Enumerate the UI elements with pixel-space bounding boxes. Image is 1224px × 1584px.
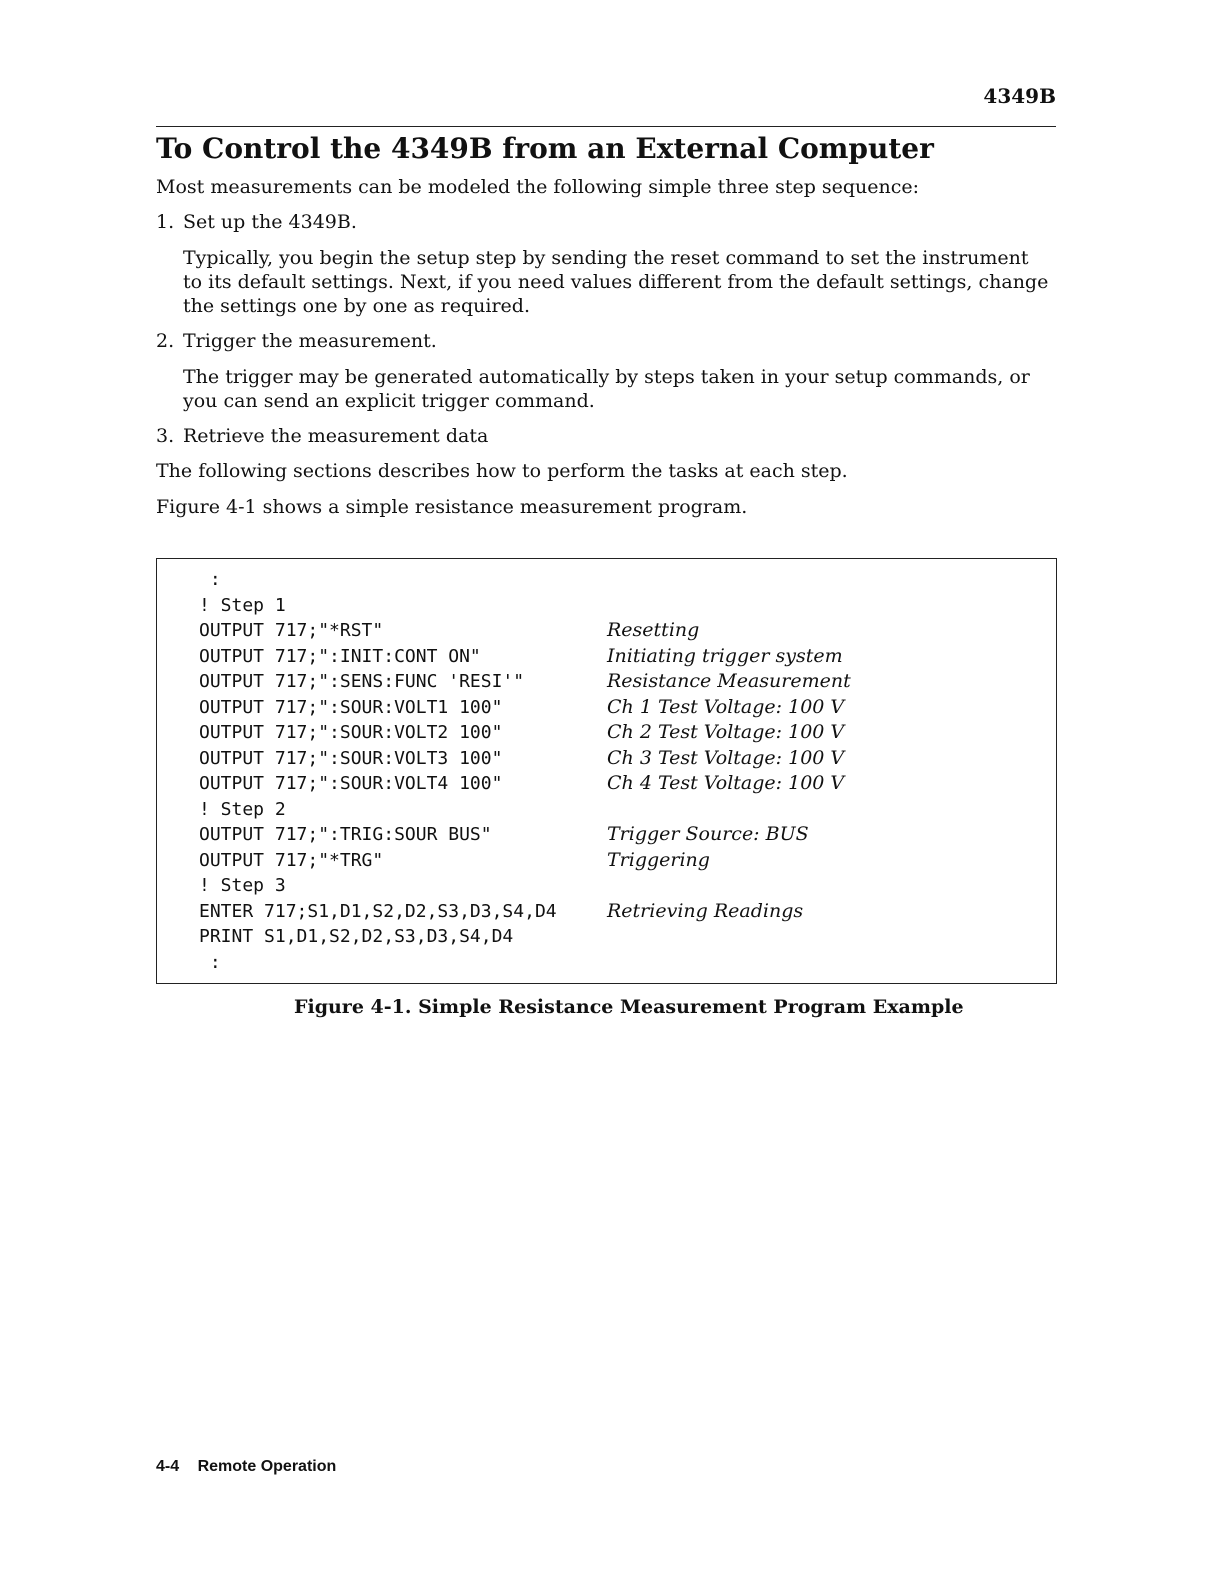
header-divider bbox=[156, 126, 1056, 127]
code-statement: OUTPUT 717;":INIT:CONT ON" bbox=[199, 645, 481, 667]
code-comment: Trigger Source: BUS bbox=[607, 823, 809, 845]
step-detail: Typically, you begin the setup step by sending the reset command to set the instrument to its default settings. Next, if you need values different from the default settings, change the settings one by one as required. bbox=[183, 247, 1049, 317]
code-line bbox=[199, 644, 1049, 669]
code-comment: Retrieving Readings bbox=[607, 899, 804, 922]
code-statement: ! Step 2 bbox=[199, 798, 286, 820]
code-statement: OUTPUT 717;":SOUR:VOLT2 100" bbox=[199, 722, 503, 743]
code-line bbox=[199, 593, 1049, 618]
code-line bbox=[199, 695, 1049, 720]
footer-page-number: 4-4 bbox=[156, 1458, 180, 1475]
header-model-label: 4349B bbox=[983, 84, 1056, 108]
code-statement: PRINT S1,D1,S2,D2,S3,D3,S4,D4 bbox=[199, 926, 514, 947]
code-line bbox=[199, 822, 1049, 847]
step-detail: The trigger may be generated automatically by steps taken in your setup commands, or you can send an explicit trigger command. bbox=[183, 366, 1030, 412]
code-line bbox=[199, 899, 1049, 924]
footer-section-title: Remote Operation bbox=[197, 1458, 337, 1475]
code-statement: OUTPUT 717;":SOUR:VOLT1 100" bbox=[199, 696, 503, 718]
code-line bbox=[199, 771, 1049, 796]
code-statement: OUTPUT 717;"*RST" bbox=[199, 620, 384, 641]
code-statement: OUTPUT 717;":TRIG:SOUR BUS" bbox=[199, 824, 492, 845]
following-paragraph: The following sections describes how to perform the tasks at each step. bbox=[156, 460, 848, 482]
code-line bbox=[199, 797, 1049, 822]
code-line bbox=[199, 746, 1049, 771]
code-line bbox=[199, 924, 1049, 949]
step-number: 2. bbox=[156, 330, 175, 352]
code-statement: OUTPUT 717;":SOUR:VOLT4 100" bbox=[199, 773, 503, 794]
code-statement: : bbox=[199, 951, 221, 973]
code-line bbox=[199, 618, 1049, 643]
code-comment: Ch 3 Test Voltage: 100 V bbox=[607, 746, 845, 769]
code-line bbox=[199, 848, 1049, 873]
step-title: Trigger the measurement. bbox=[183, 330, 437, 352]
figure-reference-paragraph: Figure 4-1 shows a simple resistance measurement program. bbox=[156, 496, 748, 518]
code-statement: : bbox=[199, 569, 221, 590]
code-comment: Initiating trigger system bbox=[607, 644, 843, 667]
code-line bbox=[199, 950, 1049, 975]
code-comment: Ch 1 Test Voltage: 100 V bbox=[607, 695, 845, 718]
code-statement: ENTER 717;S1,D1,S2,D2,S3,D3,S4,D4 bbox=[199, 900, 557, 922]
intro-paragraph: Most measurements can be modeled the following simple three step sequence: bbox=[156, 176, 920, 198]
step-number: 1. bbox=[156, 211, 175, 233]
code-comment: Resetting bbox=[607, 619, 700, 641]
code-statement: ! Step 3 bbox=[199, 875, 286, 896]
code-line bbox=[199, 567, 1049, 592]
code-line bbox=[199, 873, 1049, 898]
code-comment: Ch 4 Test Voltage: 100 V bbox=[607, 772, 845, 794]
code-statement: ! Step 1 bbox=[199, 594, 286, 616]
figure-caption: Figure 4-1. Simple Resistance Measurement Program Example bbox=[294, 996, 964, 1018]
page-footer bbox=[156, 1458, 336, 1476]
step-title: Set up the 4349B. bbox=[183, 211, 357, 233]
code-statement: OUTPUT 717;":SENS:FUNC 'RESI'" bbox=[199, 671, 525, 692]
page-title: To Control the 4349B from an External Computer bbox=[156, 132, 934, 165]
code-statement: OUTPUT 717;"*TRG" bbox=[199, 849, 384, 871]
code-comment: Ch 2 Test Voltage: 100 V bbox=[607, 721, 845, 743]
code-line bbox=[199, 720, 1049, 745]
code-statement: OUTPUT 717;":SOUR:VOLT3 100" bbox=[199, 747, 503, 769]
code-listing-box bbox=[156, 558, 1057, 984]
step-title: Retrieve the measurement data bbox=[183, 425, 489, 447]
step-number: 3. bbox=[156, 425, 175, 447]
code-comment: Resistance Measurement bbox=[607, 670, 851, 692]
code-line bbox=[199, 669, 1049, 694]
code-comment: Triggering bbox=[607, 848, 710, 871]
